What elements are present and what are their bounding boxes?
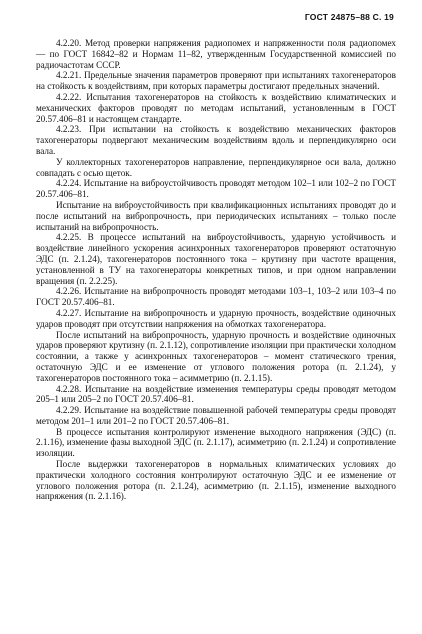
paragraph-4-2-28: 4.2.28. Испытание на воздействие изменения температуры среды проводят методом 205–1 или 205–2 по ГОСТ 20.57.406–81. [36,383,396,405]
paragraph-4-2-23: 4.2.23. При испытании на стойкость к воздействию механических факторов тахогенераторы подвергают механическим воздействиям вдоль и перпендикулярно оси вала. [36,124,396,156]
paragraph-4-2-24: 4.2.24. Испытание на виброустойчивость проводят методом 102–1 или 102–2 по ГОСТ 20.57.406–81. [36,178,396,200]
paragraph-vibration-qualification: Испытание на виброустойчивость при квалификационных испытаниях проводят до и после испытаний на вибропрочность, при периодических испытаниях – только после испытаний на вибропрочность. [36,199,396,232]
paragraph-4-2-29: 4.2.29. Испытание на воздействие повышенной рабочей температуры среды проводят методом 201–1 или 201–2 по ГОСТ 20.57.406–81. [36,405,396,426]
paragraph-collector-note: У коллекторных тахогенераторов направление, перпендикулярное оси вала, должно совпадать с осью щеток. [36,156,396,178]
paragraph-4-2-25: 4.2.25. В процессе испытаний на виброустойчивость, ударную устойчивость и воздействие линейного ускорения асинхронных тахогенераторов проверяют остаточную ЭДС (п. 2.1.24), тахогенераторов постоянного тока – крутизну при частоте вращения, установленной в ТУ на тахогенераторы конкретных типов, и при одном направлении вращения (п. 2.2.25). [36,232,396,286]
paragraph-4-2-26: 4.2.26. Испытание на вибропрочность проводят методами 103–1, 103–2 или 103–4 по ГОСТ 20.57.406–81. [36,286,396,308]
body-text [36,38,396,502]
paragraph-4-2-20: 4.2.20. Метод проверки напряжения радиопомех и напряженности поля радиопомех — по ГОСТ 16842–82 и Нормам 11–82, утвержденным Государственной комиссией по радиочастотам СССР. [36,38,396,70]
paragraph-control-during-test: В процессе испытания контролируют изменение выходного напряжения (ЭДС) (п. 2.1.16), изменение фазы выходной ЭДС (п. 2.1.17), асимметрию (п. 2.1.24) и сопротивление изоляции. [36,426,396,459]
paragraph-after-climatic: После выдержки тахогенераторов в нормальных климатических условиях до практически холодного состояния контролируют остаточную ЭДС и ее изменение от углового положения ротора (п. 2.1.24), асимметрию (п. 2.1.15), изменение выходного напряжения (п. 2.1.16). [36,459,396,502]
paragraph-4-2-22: 4.2.22. Испытания тахогенераторов на стойкость к воздействию климатических и механических факторов проводят по методам испытаний, установленным в ГОСТ 20.57.406–81 и настоящем стандарте. [36,91,396,124]
paragraph-4-2-21: 4.2.21. Предельные значения параметров проверяют при испытаниях тахогенераторов на стойкость к воздействиям, при которых параметры достигают предельных значений. [36,70,396,92]
paragraph-4-2-27: 4.2.27. Испытание на вибропрочность и ударную прочность, воздействие одиночных ударов проводят при отсутствии напряжения на обмотках тахогенератора. [36,307,396,329]
paragraph-after-vibration: После испытаний на вибропрочность, ударную прочность и воздействие одиночных ударов проверяют крутизну (п. 2.1.12), сопротивление изоляции при практически холодном состоянии, а также у асинхронных тахогенераторов – момент статического трения, остаточную ЭДС и ее изменение от углового положения ротора (п. 2.1.24), у тахогенераторов постоянного тока – асимметрию (п. 2.1.15). [36,329,396,383]
page-header: ГОСТ 24875–88 С. 19 [304,12,394,22]
